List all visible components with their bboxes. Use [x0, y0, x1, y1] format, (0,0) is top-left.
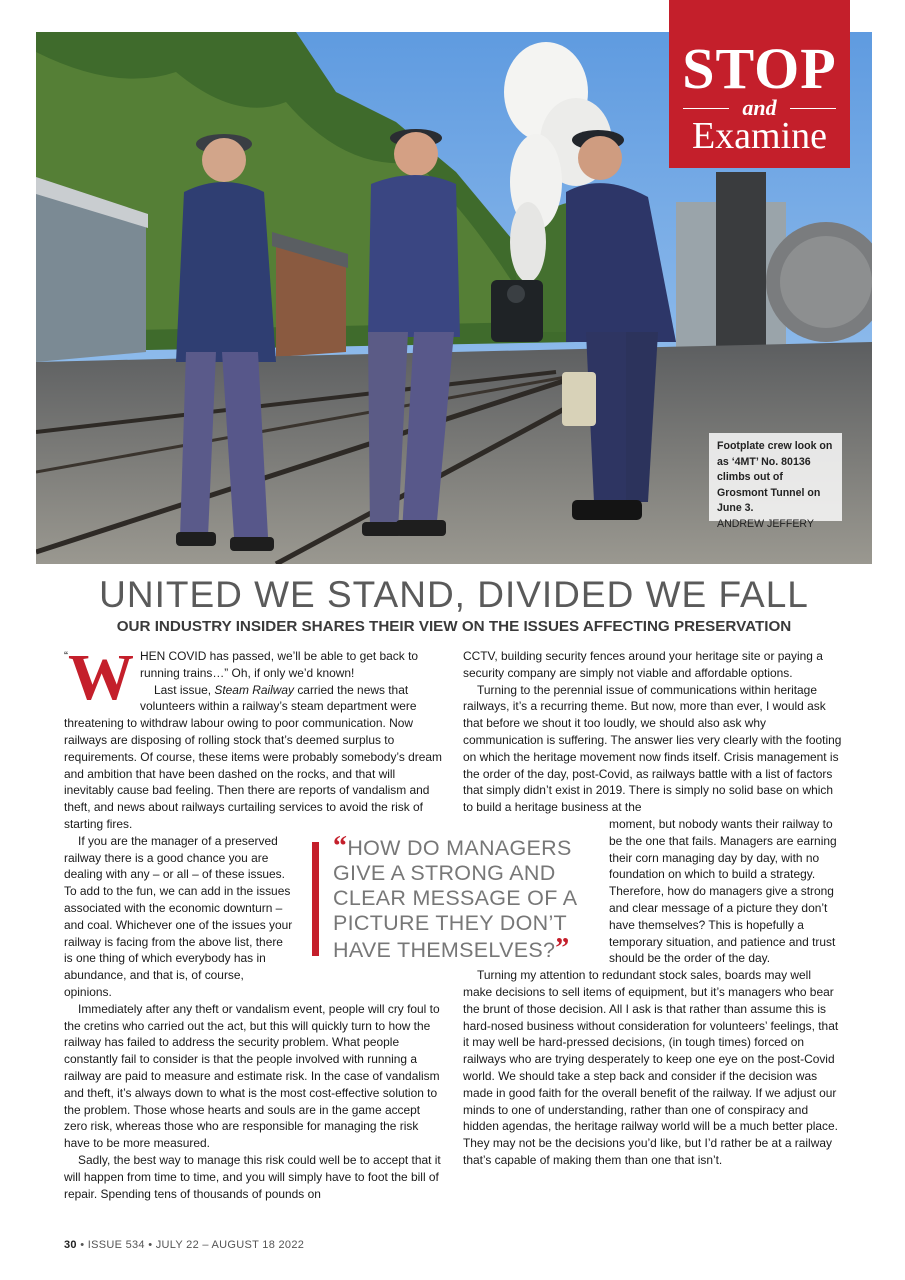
drop-cap: W	[68, 641, 134, 714]
photo-caption	[709, 433, 842, 530]
p2-text-a: Last issue,	[154, 682, 215, 697]
photo-credit: ANDREW JEFFERY	[717, 517, 814, 530]
article-paragraph-r2: Turning to the perennial issue of communications within heritage railways, it’s a recurring theme. But now, more than ever, I would ask that before we shout it too loudly, we should also ask why communication is suffering. The answer lies very clearly with the footing on which the heritage movement now finds itself. Crisis management is the order of the day, post-Covid, as railways battle with a list of factors that simply didn’t exist in 2019. There is simply no solid base on which to build a heritage business at the	[463, 682, 842, 815]
paragraph-1-text: HEN COVID has passed, we’ll be able to get back to running trains…” Oh, if only we’d known!	[140, 649, 419, 680]
pull-quote-text: HOW DO MANAGERS GIVE A STRONG AND CLEAR MESSAGE OF A PICTURE THEY DON’T HAVE THEMSELVES?	[333, 836, 577, 962]
page-footer	[64, 1239, 304, 1251]
pull-quote-open-mark: “	[333, 831, 348, 862]
article-paragraph-5: Sadly, the best way to manage this risk could well be to accept that it will happen from time to time, and you will simply have to foot the bill of repair. Spending tens of thousands of pounds on	[64, 1152, 441, 1201]
logo-stop: STOP	[682, 36, 837, 101]
footer-sep-2: •	[148, 1239, 153, 1251]
p2-publication-name: Steam Railway	[214, 682, 295, 697]
article-paragraph-r2-cont: moment, but nobody wants their railway to be the one that fails. Managers are earning their corn managing day by day, with no foundation on which to build a strategy. Therefore, how do managers give a strong and clear message of a picture they don’t have themselves? This is hopefully a temporary situation, and patience and trust should be the order of the day.	[609, 816, 837, 966]
stop-and-examine-logo	[669, 0, 850, 168]
article-paragraph-r1: CCTV, building security fences around your heritage site or paying a security company are simply not viable and affordable options.	[463, 649, 823, 680]
page-number: 30	[64, 1239, 77, 1251]
pull-quote-text-block	[333, 831, 601, 964]
opening-quote-mark: “	[64, 649, 68, 663]
pull-quote-bar	[312, 842, 319, 956]
article-headline: UNITED WE STAND, DIVIDED WE FALL	[99, 574, 809, 615]
issue-number: ISSUE 534	[87, 1239, 145, 1251]
logo-rule-left	[683, 108, 729, 109]
article-subhead: OUR INDUSTRY INSIDER SHARES THEIR VIEW ON THE ISSUES AFFECTING PRESERVATION	[116, 618, 792, 635]
logo-rule-right	[790, 108, 836, 109]
issue-dates: JULY 22 – AUGUST 18 2022	[155, 1239, 305, 1251]
footer-sep-1: •	[80, 1239, 85, 1251]
p2-text-b: carried the news that volunteers within a railway’s steam department were threatening to withdraw labour owing to poor communication. Now railways are disposing of rolling stock that’s deemed surplus to requirements. Of course, these items were probably somebody’s dream and ambition that have been dashed on the rocks, and that will inevitably cause bad feeling. Then there are reports of vandalism and theft, and news about railways curtailing services to avoid the risk of starting fires.	[64, 682, 442, 831]
article-paragraph-r3: Turning my attention to redundant stock sales, boards may well make decisions to sell items of equipment, but it’s managers who bear the brunt of those decision. All I ask is that rather than assume this is hard-nosed business without consideration for volunteers’ feelings, that it may well be hard-pressed decisions, (in tough times) forced on railways who are trying desperately to keep one eye on the post-Covid world. We should take a step back and consider if the decision was made in good faith for the overall benefit of the railway. If we adjust our minds to one of understanding, rather than one of conspiracy and hidden agendas, the heritage railway world will be a much better place. They may not be the decisions you’d like, but I’d rather be at a railway that’s capable of making them than one that isn’t.	[463, 968, 839, 1167]
pull-quote	[312, 831, 602, 964]
logo-and: and	[742, 95, 777, 120]
logo-examine: Examine	[691, 115, 828, 157]
pull-quote-close-mark: ”	[555, 933, 570, 964]
caption-text: Footplate crew look on as ‘4MT’ No. 80136 climbs out of Grosmont Tunnel on June 3.	[717, 440, 833, 514]
article-paragraph-3: If you are the manager of a preserved railway there is a good chance you are dealing with any – or all – of these issues. To add to the fun, we can add in the issues associated with the economic downturn – and coal. Whichever one of the issues your railway is facing from the above list, there is one thing of which everybody has in abundance, and that is, of course, opinions.	[64, 833, 293, 999]
article-paragraph-4: Immediately after any theft or vandalism event, people will cry foul to the cretins who carried out the act, but this will quickly turn to how the railway has failed to address the security problem. What people constantly fail to consider is that the people involved with running a railway are paid to measure and estimate risk. In the case of vandalism and theft, it’s always down to what is the most cost-effective solution to the problem. Those whose hearts and souls are in the game accept zero risk, whereas those who are responsible for managing the risk have to be more measured.	[64, 1001, 440, 1151]
